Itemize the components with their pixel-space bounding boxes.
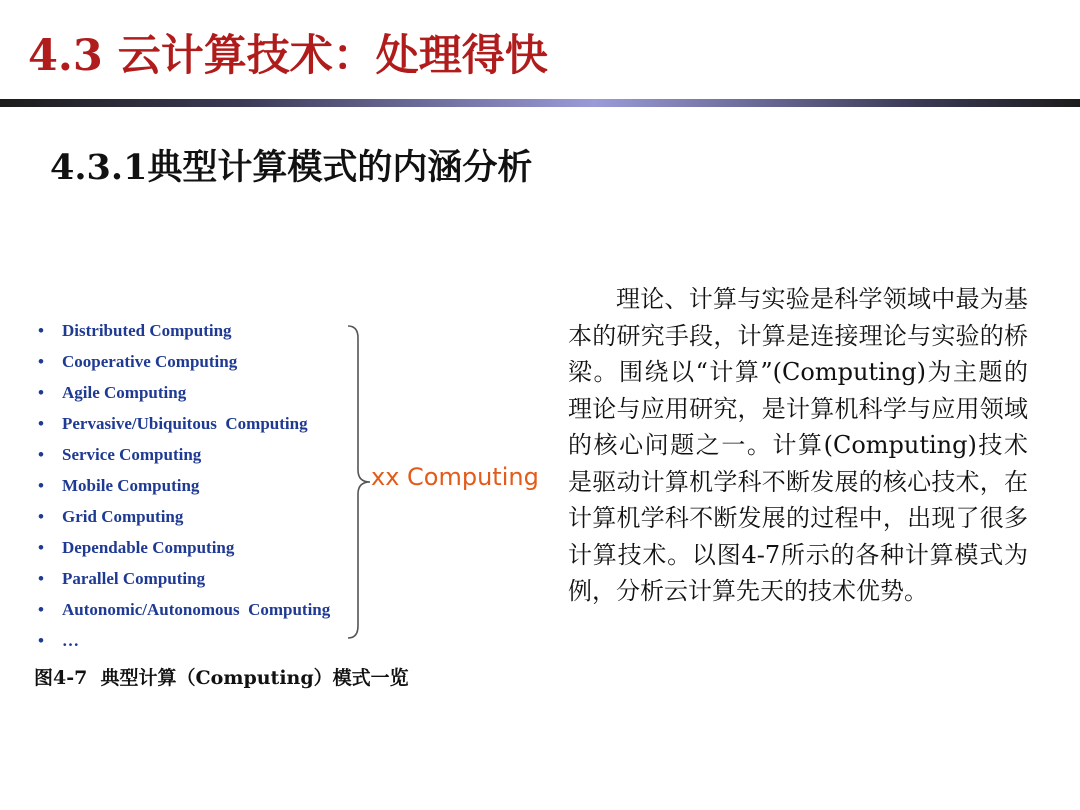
list-item	[38, 532, 330, 563]
body-paragraph: 理论、计算与实验是科学领域中最为基本的研究手段，计算是连接理论与实验的桥梁。围绕以“计算”(Computing)为主题的理论与应用研究，是计算机科学与应用领域的核心问题之一。计算(Computing)技术是驱动计算机学科不断发展的核心技术，在计算机学科不断发展的过程中，出现了很多计算技术。以图4-7所示的各种计算模式为例，分析云计算先天的技术优势。	[568, 285, 1028, 605]
bullet-icon: •	[38, 507, 44, 526]
list-item	[38, 439, 330, 470]
computing-mode-label: Dependable Computing	[62, 538, 235, 557]
list-item	[38, 408, 330, 439]
slide-title: 4.3 云计算技术：处理得快	[28, 31, 548, 81]
list-item	[38, 346, 330, 377]
bullet-icon: •	[38, 631, 44, 650]
list-item	[38, 315, 330, 346]
bullet-icon: •	[38, 321, 44, 340]
computing-mode-label: Grid Computing	[62, 507, 184, 526]
computing-modes-list	[38, 315, 330, 656]
list-item	[38, 625, 330, 656]
bullet-icon: •	[38, 538, 44, 557]
section-subtitle: 4.3.1典型计算模式的内涵分析	[50, 147, 533, 188]
right-brace-icon	[346, 324, 372, 640]
list-item	[38, 377, 330, 408]
computing-mode-label: Pervasive/Ubiquitous Computing	[62, 414, 308, 433]
computing-mode-label: …	[62, 631, 79, 650]
computing-mode-label: Mobile Computing	[62, 476, 200, 495]
computing-mode-label: Service Computing	[62, 445, 202, 464]
figure-caption: 图4-7 典型计算（Computing）模式一览	[34, 667, 409, 689]
computing-mode-label: Autonomic/Autonomous Computing	[62, 600, 331, 619]
bullet-icon: •	[38, 383, 44, 402]
computing-mode-label: Parallel Computing	[62, 569, 206, 588]
computing-mode-label: Agile Computing	[62, 383, 187, 402]
bullet-icon: •	[38, 600, 44, 619]
title-divider-bar	[0, 99, 1080, 107]
bullet-icon: •	[38, 476, 44, 495]
bullet-icon: •	[38, 414, 44, 433]
list-item	[38, 501, 330, 532]
computing-modes-figure	[28, 312, 548, 702]
list-item	[38, 594, 330, 625]
bullet-icon: •	[38, 352, 44, 371]
list-item	[38, 470, 330, 501]
bullet-icon: •	[38, 445, 44, 464]
bullet-icon: •	[38, 569, 44, 588]
computing-mode-label: Cooperative Computing	[62, 352, 238, 371]
computing-mode-label: Distributed Computing	[62, 321, 232, 340]
list-item	[38, 563, 330, 594]
summary-label: xx Computing	[371, 463, 539, 491]
